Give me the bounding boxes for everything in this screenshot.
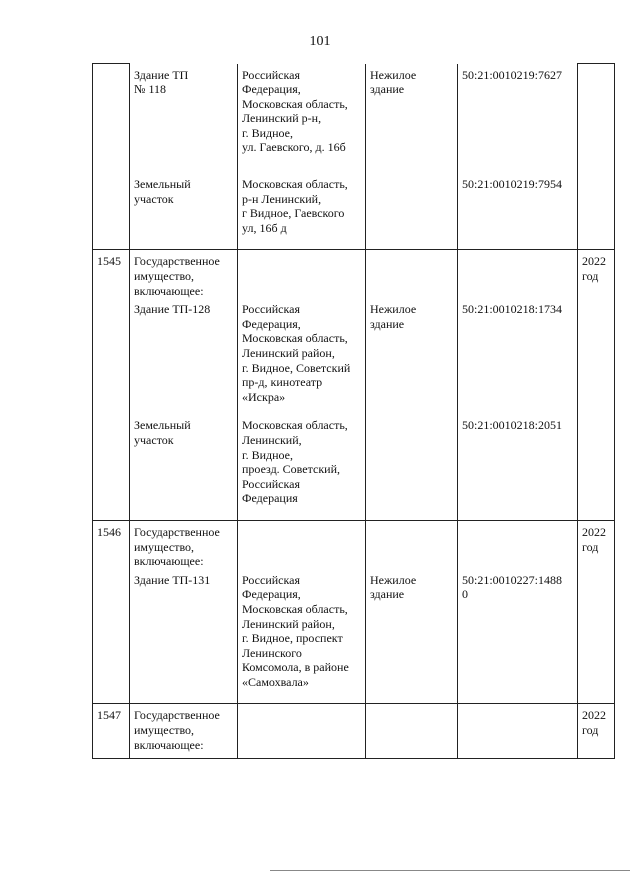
entry-address: Московская область, р-н Ленинский, г Видное, Гаевского ул, 16б д <box>238 169 366 250</box>
table-row <box>93 169 615 250</box>
table-row <box>93 302 615 418</box>
entry-cadastral: 50:21:0010219:7954 <box>458 169 578 250</box>
entry-address: Московская область, Ленинский, г. Видное, проезд. Советский, Российская Федерация <box>238 418 366 520</box>
entry-name: Здание ТП-128 <box>130 302 238 418</box>
empty-cell <box>458 250 578 302</box>
entry-type <box>366 418 458 520</box>
year-cell: 2022 год <box>578 520 615 704</box>
table-row <box>93 64 615 170</box>
entry-cadastral: 50:21:0010218:1734 <box>458 302 578 418</box>
entry-type: Нежилое здание <box>366 302 458 418</box>
year-cell <box>578 64 615 250</box>
empty-cell <box>458 704 578 759</box>
empty-cell <box>238 520 366 572</box>
entry-name: Земельный участок <box>130 169 238 250</box>
table-row <box>93 250 615 302</box>
entry-cadastral: 50:21:0010218:2051 <box>458 418 578 520</box>
row-number: 1546 <box>93 520 130 704</box>
page-number: 101 <box>309 34 331 49</box>
entry-name: Здание ТП № 118 <box>130 64 238 170</box>
empty-cell <box>238 250 366 302</box>
table-row <box>93 520 615 572</box>
entry-type: Нежилое здание <box>366 573 458 704</box>
entry-cadastral: 50:21:0010227:1488 0 <box>458 573 578 704</box>
entry-type <box>366 169 458 250</box>
entry-address: Российская Федерация, Московская область, Ленинский район, г. Видное, Советский пр-д, кинотеатр «Искра» <box>238 302 366 418</box>
group-header: Государственное имущество, включающее: <box>130 520 238 572</box>
page-bottom-edge <box>270 870 630 871</box>
entry-address: Российская Федерация, Московская область, Ленинский р-н, г. Видное, ул. Гаевского, д. 16б <box>238 64 366 170</box>
empty-cell <box>238 704 366 759</box>
year-cell: 2022 год <box>578 704 615 759</box>
entry-name: Земельный участок <box>130 418 238 520</box>
empty-cell <box>366 250 458 302</box>
entry-type: Нежилое здание <box>366 64 458 170</box>
row-number <box>93 64 130 250</box>
property-registry-table <box>92 63 615 759</box>
row-number: 1547 <box>93 704 130 759</box>
row-number: 1545 <box>93 250 130 521</box>
entry-address: Российская Федерация, Московская область, Ленинский район, г. Видное, проспект Ленинского Комсомола, в районе «Самохвала» <box>238 573 366 704</box>
table-row <box>93 704 615 759</box>
year-cell: 2022 год <box>578 250 615 521</box>
entry-name: Здание ТП-131 <box>130 573 238 704</box>
empty-cell <box>366 520 458 572</box>
entry-cadastral: 50:21:0010219:7627 <box>458 64 578 170</box>
empty-cell <box>458 520 578 572</box>
empty-cell <box>366 704 458 759</box>
table-row <box>93 573 615 704</box>
group-header: Государственное имущество, включающее: <box>130 704 238 759</box>
table-row <box>93 418 615 520</box>
group-header: Государственное имущество, включающее: <box>130 250 238 302</box>
